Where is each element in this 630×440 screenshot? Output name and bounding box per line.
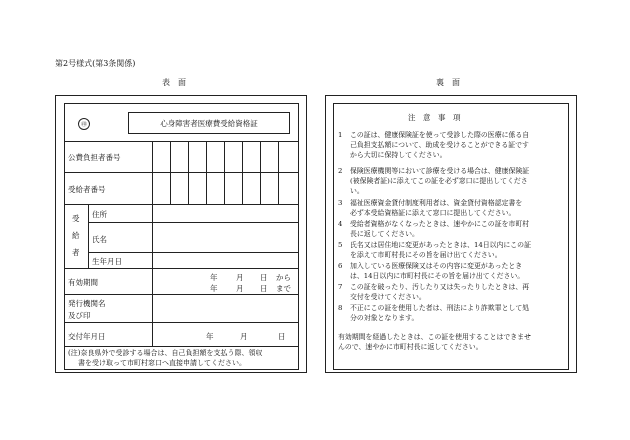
note-item [338,240,566,260]
note-line: は、14日以内に市町村長にその旨を届け出てください。 [350,272,525,281]
note-line: 保険医療機関等において診療を受ける場合は、健康保険証 [350,167,530,175]
note-line: 受給者資格がなくなったときは、速やかにこの証を市町村 [350,220,530,228]
note-item [338,282,566,302]
issuer-label-line1: 発行機関名 [68,299,106,308]
validity-label: 有効期間 [68,278,98,287]
note-line: この証は、健康保険証を使って受診した際の医療に係る自 [350,131,530,139]
note-line: この証を破ったり、汚したり又は失ったりしたときは、再 [350,283,530,291]
front-side-title: 表 面 [162,78,186,87]
front-footnote-line1: (注)奈良県外で受診する場合は、自己負担額を支払う際、領収 [68,349,263,357]
note-number: 1 [338,131,343,139]
validity-to-suffix: まで [276,284,291,293]
issue-date-label: 交付年月日 [68,332,106,341]
note-line: 必ず本受給資格証に添えて窓口に提出してください。 [350,209,516,218]
issue-date-day: 日 [278,332,286,341]
note-number: 8 [338,304,343,312]
note-line: い。 [350,187,364,196]
validity-from-day: 日 [260,273,268,282]
note-line: から大切に保持してください。 [350,151,447,160]
form-caption: 第2号様式(第3条関係) [55,59,136,68]
name-label: 氏名 [92,235,107,244]
note-line: (被保険者証)に添えてこの証を必ず窓口に提出してくださ [350,177,528,186]
issuer-label-line2: 及び印 [68,311,91,320]
note-line: 交付を受けてください。 [350,293,426,302]
note-item [338,198,566,218]
closing-line1: 有効期間を経過したときは、この証を使用することはできませ [338,333,531,341]
validity-to-year: 年 [210,284,218,293]
seal-mark: ㊞ [78,118,90,130]
note-line: 氏名又は居住地に変更があったときは、14日以内にこの証 [350,241,531,249]
issue-date-year: 年 [206,332,214,341]
note-text [350,198,522,218]
note-number: 5 [338,241,343,249]
note-number: 6 [338,262,343,270]
note-item [338,130,566,161]
note-item [338,166,566,197]
note-text [350,219,529,239]
note-line: 加入している医療保険又はその内容に変更があったとき [350,262,523,270]
certificate-title: 心身障害者医療費受給資格証 [128,112,290,134]
note-text [350,240,531,260]
note-text [350,282,529,302]
note-number: 4 [338,220,343,228]
note-item [338,303,566,323]
note-line: 不正にこの証を使用した者は、刑法により詐欺罪として処 [350,304,530,312]
recipient-number-label: 受給者番号 [68,185,106,194]
note-line: を添えて市町村長にその旨を届け出てください。 [350,251,502,260]
note-text [350,166,529,197]
validity-from-year: 年 [210,273,218,282]
issue-date-month: 月 [240,332,248,341]
note-text [350,261,524,281]
birthdate-label: 生年月日 [92,257,122,266]
note-line: 福祉医療資金貸付制度利用者は、資金貸付資格認定書を [350,199,523,207]
note-item [338,219,566,239]
note-line: 長に返してください。 [350,230,419,239]
recipient-group-label: 受給者 [72,214,80,257]
note-text [350,130,529,161]
note-line: 己負担支払額について、助成を受けることができる証です [350,141,529,150]
back-side-title: 裏 面 [436,78,460,87]
note-number: 3 [338,199,343,207]
payer-number-label: 公費負担者番号 [68,153,121,162]
validity-from-suffix: から [276,273,291,282]
note-line: 分の対象となります。 [350,314,419,323]
note-number: 2 [338,167,343,175]
validity-to-month: 月 [236,284,244,293]
notes-title: 注 意 事 項 [408,113,461,122]
validity-to-day: 日 [260,284,268,293]
front-footnote-line2: 書を受け取って市町村窓口へ直接申請してください。 [78,359,246,367]
validity-from-month: 月 [236,273,244,282]
note-item [338,261,566,281]
note-text [350,303,529,323]
address-label: 住所 [92,210,107,219]
closing-line2: んので、速やかに市町村長に返してください。 [338,343,483,351]
note-number: 7 [338,283,343,291]
